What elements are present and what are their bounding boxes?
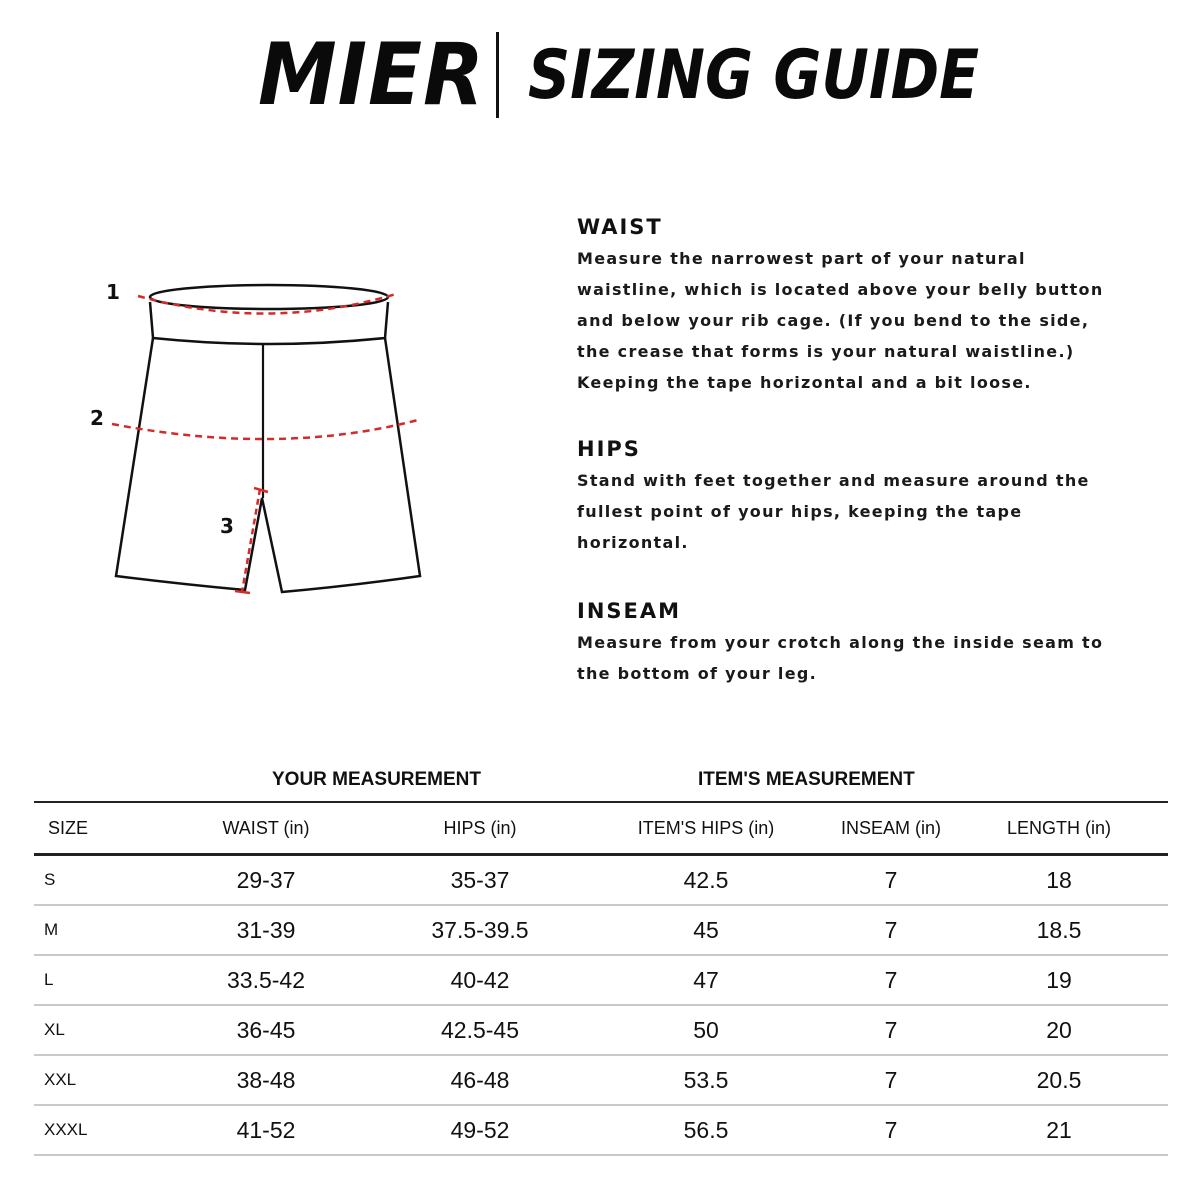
column-header-waist: WAIST (in) xyxy=(222,817,310,838)
size-chart-group-headers xyxy=(34,765,1168,801)
hips-cell: 46-48 xyxy=(450,1066,510,1093)
inseam-cell: 7 xyxy=(884,916,898,943)
table-row xyxy=(34,955,1168,1005)
shorts-illustration xyxy=(80,270,440,620)
inseam-cell: 7 xyxy=(884,1116,898,1143)
column-header-hips: HIPS (in) xyxy=(443,817,517,838)
length-cell: 20 xyxy=(1046,1016,1072,1043)
page-title: SIZING GUIDE xyxy=(528,36,980,115)
waist-cell: 36-45 xyxy=(236,1016,296,1043)
waist-cell: 33.5-42 xyxy=(226,966,305,993)
column-header-size: SIZE xyxy=(48,817,89,838)
size-cell: L xyxy=(44,970,54,989)
hips-cell: 40-42 xyxy=(450,966,510,993)
inseam-cell: 7 xyxy=(884,966,898,993)
inseam-line-2: the bottom of your leg. xyxy=(577,664,818,683)
inseam-cell: 7 xyxy=(884,1016,898,1043)
your-measurement-header: YOUR MEASUREMENT xyxy=(272,769,482,790)
shorts-diagram xyxy=(80,270,440,620)
hips-line-2: fullest point of your hips, keeping the tape xyxy=(577,502,1023,521)
items-hips-cell: 56.5 xyxy=(683,1116,729,1143)
table-row xyxy=(34,1005,1168,1055)
inseam-measure-bottom-cap xyxy=(235,591,250,593)
waist-heading: WAIST xyxy=(577,215,663,239)
items-hips-cell: 53.5 xyxy=(683,1066,729,1093)
size-cell: M xyxy=(44,920,59,939)
size-cell: XXL xyxy=(44,1070,77,1089)
items-hips-cell: 47 xyxy=(693,966,719,993)
inseam-cell: 7 xyxy=(884,1066,898,1093)
waist-line-3: and below your rib cage. (If you bend to the side, xyxy=(577,311,1090,330)
inseam-heading: INSEAM xyxy=(577,599,682,623)
size-cell: XL xyxy=(44,1020,65,1039)
waist-cell: 31-39 xyxy=(236,916,296,943)
header-divider xyxy=(496,32,499,118)
hips-line-3: horizontal. xyxy=(577,533,689,552)
length-cell: 18.5 xyxy=(1036,916,1082,943)
table-row xyxy=(34,855,1168,906)
items-hips-cell: 42.5 xyxy=(683,866,729,893)
length-cell: 18 xyxy=(1046,866,1072,893)
hips-cell: 42.5-45 xyxy=(440,1016,519,1043)
column-header-length: LENGTH (in) xyxy=(1006,817,1111,838)
items-measurement-header: ITEM'S MEASUREMENT xyxy=(698,769,915,790)
hips-cell: 49-52 xyxy=(450,1116,510,1143)
inseam-line-1: Measure from your crotch along the inside seam to xyxy=(577,633,1104,652)
hips-marker: 2 xyxy=(90,406,104,430)
brand-logo: MIER xyxy=(258,25,485,125)
header xyxy=(0,25,1200,125)
inseam-section xyxy=(577,597,1137,689)
items-hips-cell: 50 xyxy=(693,1016,719,1043)
waist-cell: 41-52 xyxy=(236,1116,296,1143)
hips-line-1: Stand with feet together and measure around the xyxy=(577,471,1090,490)
table-row xyxy=(34,1105,1168,1155)
hips-section xyxy=(577,435,1137,558)
hips-heading: HIPS xyxy=(577,437,641,461)
inseam-description xyxy=(577,627,1137,689)
waist-marker: 1 xyxy=(106,280,120,304)
column-header-items-hips: ITEM'S HIPS (in) xyxy=(637,817,775,838)
inseam-marker: 3 xyxy=(220,514,234,538)
size-chart xyxy=(34,765,1168,1156)
waist-line-2: waistline, which is located above your belly button xyxy=(577,280,1104,299)
hips-cell: 35-37 xyxy=(450,866,510,893)
inseam-measure-line xyxy=(242,489,260,592)
inseam-measure-top-cap xyxy=(254,488,268,492)
size-cell: XXXL xyxy=(44,1120,88,1139)
hips-cell: 37.5-39.5 xyxy=(431,916,529,943)
inseam-cell: 7 xyxy=(884,866,898,893)
hips-measure-line xyxy=(112,420,418,439)
length-cell: 19 xyxy=(1046,966,1072,993)
waist-cell: 38-48 xyxy=(236,1066,296,1093)
waist-description xyxy=(577,243,1137,398)
table-row xyxy=(34,905,1168,955)
waist-line-4: the crease that forms is your natural waistline.) xyxy=(577,342,1075,361)
waist-line-1: Measure the narrowest part of your natural xyxy=(577,249,1026,268)
size-table xyxy=(34,801,1168,1156)
length-cell: 21 xyxy=(1046,1116,1072,1143)
hips-description xyxy=(577,465,1137,558)
table-header-row xyxy=(34,802,1168,855)
waist-line-5: Keeping the tape horizontal and a bit loose. xyxy=(577,373,1032,392)
shorts-outline xyxy=(116,338,420,592)
length-cell: 20.5 xyxy=(1036,1066,1082,1093)
items-hips-cell: 45 xyxy=(693,916,719,943)
table-row xyxy=(34,1055,1168,1105)
waist-cell: 29-37 xyxy=(236,866,296,893)
size-cell: S xyxy=(44,870,56,889)
column-header-inseam: INSEAM (in) xyxy=(840,817,941,838)
waist-section xyxy=(577,213,1137,398)
